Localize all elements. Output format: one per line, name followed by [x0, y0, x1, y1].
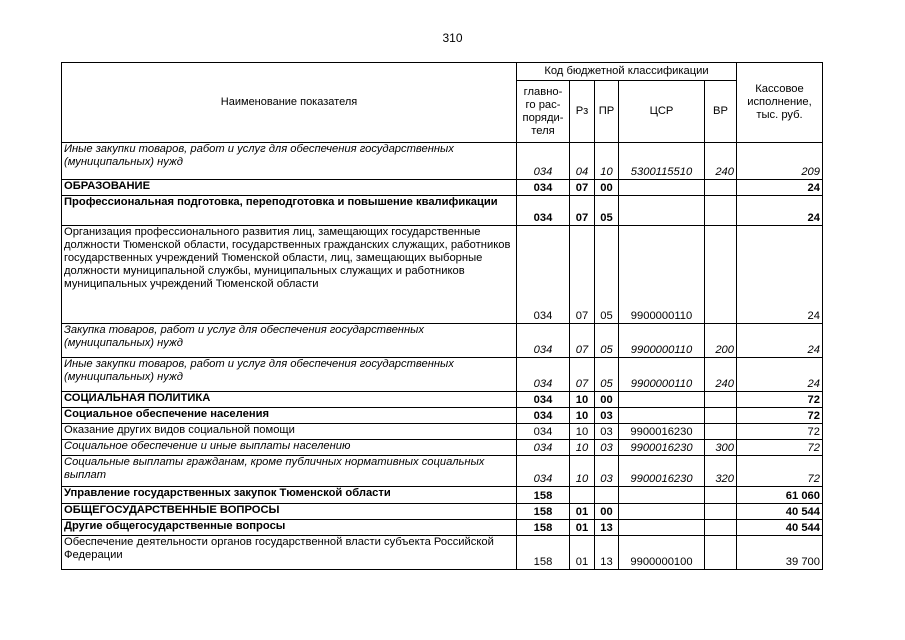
cell-vr	[705, 536, 737, 570]
cell-amount: 40 544	[737, 504, 823, 520]
cell-gr: 158	[517, 536, 570, 570]
cell-csr: 9900000100	[619, 536, 705, 570]
cell-csr: 9900000110	[619, 226, 705, 324]
cell-pr: 13	[595, 536, 619, 570]
cell-name: Другие общегосударственные вопросы	[62, 520, 517, 536]
cell-gr: 034	[517, 456, 570, 487]
cell-vr	[705, 226, 737, 324]
cell-csr: 9900016230	[619, 424, 705, 440]
table-row	[62, 424, 823, 440]
header-gr: главно-го рас-поряди-теля	[517, 81, 570, 143]
cell-rz: 04	[570, 143, 595, 180]
cell-vr: 240	[705, 358, 737, 392]
header-amount: Кассовое исполнение, тыс. руб.	[737, 63, 823, 143]
cell-pr: 13	[595, 520, 619, 536]
cell-rz: 10	[570, 456, 595, 487]
cell-gr: 034	[517, 143, 570, 180]
cell-amount: 72	[737, 456, 823, 487]
cell-amount: 72	[737, 440, 823, 456]
cell-vr	[705, 504, 737, 520]
table-row	[62, 226, 823, 324]
header-name: Наименование показателя	[62, 63, 517, 143]
cell-vr: 320	[705, 456, 737, 487]
cell-vr	[705, 408, 737, 424]
table-row	[62, 456, 823, 487]
cell-amount: 24	[737, 180, 823, 196]
cell-csr	[619, 392, 705, 408]
cell-pr: 05	[595, 226, 619, 324]
table-row	[62, 504, 823, 520]
cell-amount: 40 544	[737, 520, 823, 536]
cell-gr: 158	[517, 504, 570, 520]
cell-csr: 9900016230	[619, 456, 705, 487]
cell-pr: 05	[595, 358, 619, 392]
cell-csr	[619, 180, 705, 196]
cell-amount: 72	[737, 392, 823, 408]
cell-pr: 03	[595, 440, 619, 456]
cell-gr: 158	[517, 520, 570, 536]
cell-name: Организация профессионального развития лиц, замещающих государственные должности Тюменской области, государственных гражданских служащих, работников государственных учреждений Тюменской области, лиц, замещающих выборные должности муниципальной службы, муниципальных служащих и работников муниципальных учреждений Тюменской области	[62, 226, 517, 324]
cell-gr: 158	[517, 487, 570, 504]
cell-pr: 03	[595, 456, 619, 487]
cell-csr: 5300115510	[619, 143, 705, 180]
cell-name: Иные закупки товаров, работ и услуг для обеспечения государственных (муниципальных) нужд	[62, 358, 517, 392]
table-body	[62, 143, 823, 570]
cell-amount: 24	[737, 226, 823, 324]
cell-pr: 10	[595, 143, 619, 180]
cell-gr: 034	[517, 324, 570, 358]
cell-amount: 72	[737, 408, 823, 424]
cell-pr: 05	[595, 324, 619, 358]
header-csr: ЦСР	[619, 81, 705, 143]
cell-vr	[705, 424, 737, 440]
cell-rz: 07	[570, 196, 595, 226]
cell-name: Социальные выплаты гражданам, кроме публичных нормативных социальных выплат	[62, 456, 517, 487]
cell-pr: 03	[595, 424, 619, 440]
cell-name: Оказание других видов социальной помощи	[62, 424, 517, 440]
table-row	[62, 487, 823, 504]
cell-amount: 24	[737, 358, 823, 392]
cell-name: СОЦИАЛЬНАЯ ПОЛИТИКА	[62, 392, 517, 408]
table-row	[62, 143, 823, 180]
cell-name: Социальное обеспечение и иные выплаты населению	[62, 440, 517, 456]
header-pr: ПР	[595, 81, 619, 143]
cell-gr: 034	[517, 180, 570, 196]
cell-gr: 034	[517, 196, 570, 226]
table-row	[62, 358, 823, 392]
cell-vr	[705, 196, 737, 226]
cell-rz: 10	[570, 424, 595, 440]
cell-pr: 05	[595, 196, 619, 226]
cell-name: Закупка товаров, работ и услуг для обеспечения государственных (муниципальных) нужд	[62, 324, 517, 358]
cell-rz: 10	[570, 392, 595, 408]
budget-table	[61, 62, 823, 570]
cell-name: Социальное обеспечение населения	[62, 408, 517, 424]
cell-vr: 240	[705, 143, 737, 180]
cell-rz: 10	[570, 440, 595, 456]
cell-gr: 034	[517, 392, 570, 408]
cell-pr	[595, 487, 619, 504]
cell-gr: 034	[517, 424, 570, 440]
cell-csr: 9900000110	[619, 324, 705, 358]
cell-csr	[619, 408, 705, 424]
table-row	[62, 440, 823, 456]
cell-name: Профессиональная подготовка, переподготовка и повышение квалификации	[62, 196, 517, 226]
cell-csr: 9900000110	[619, 358, 705, 392]
table-row	[62, 520, 823, 536]
cell-vr: 300	[705, 440, 737, 456]
cell-amount: 39 700	[737, 536, 823, 570]
cell-pr: 00	[595, 180, 619, 196]
table-row	[62, 392, 823, 408]
cell-name: Управление государственных закупок Тюменской области	[62, 487, 517, 504]
table-row	[62, 180, 823, 196]
cell-rz: 07	[570, 324, 595, 358]
cell-rz: 07	[570, 226, 595, 324]
cell-rz: 01	[570, 536, 595, 570]
header-rz: Рз	[570, 81, 595, 143]
cell-gr: 034	[517, 226, 570, 324]
cell-amount: 209	[737, 143, 823, 180]
cell-csr: 9900016230	[619, 440, 705, 456]
cell-pr: 00	[595, 392, 619, 408]
cell-rz: 07	[570, 180, 595, 196]
cell-pr: 03	[595, 408, 619, 424]
cell-name: ОБЩЕГОСУДАРСТВЕННЫЕ ВОПРОСЫ	[62, 504, 517, 520]
header-vr: ВР	[705, 81, 737, 143]
cell-csr	[619, 504, 705, 520]
cell-amount: 24	[737, 324, 823, 358]
cell-csr	[619, 520, 705, 536]
cell-vr	[705, 180, 737, 196]
page-number: 310	[442, 31, 463, 45]
cell-vr	[705, 392, 737, 408]
cell-gr: 034	[517, 408, 570, 424]
table-row	[62, 408, 823, 424]
table-row	[62, 536, 823, 570]
cell-name: Иные закупки товаров, работ и услуг для обеспечения государственных (муниципальных) нужд	[62, 143, 517, 180]
cell-vr	[705, 520, 737, 536]
cell-rz: 10	[570, 408, 595, 424]
cell-pr: 00	[595, 504, 619, 520]
table-row	[62, 324, 823, 358]
cell-rz: 01	[570, 520, 595, 536]
cell-amount: 61 060	[737, 487, 823, 504]
cell-name: ОБРАЗОВАНИЕ	[62, 180, 517, 196]
cell-vr	[705, 487, 737, 504]
header-code-group: Код бюджетной классификации	[517, 63, 737, 81]
cell-gr: 034	[517, 440, 570, 456]
cell-csr	[619, 196, 705, 226]
cell-gr: 034	[517, 358, 570, 392]
cell-rz	[570, 487, 595, 504]
cell-vr: 200	[705, 324, 737, 358]
cell-amount: 24	[737, 196, 823, 226]
cell-rz: 07	[570, 358, 595, 392]
cell-amount: 72	[737, 424, 823, 440]
cell-rz: 01	[570, 504, 595, 520]
cell-csr	[619, 487, 705, 504]
table-row	[62, 196, 823, 226]
cell-name: Обеспечение деятельности органов государственной власти субъекта Российской Федерации	[62, 536, 517, 570]
